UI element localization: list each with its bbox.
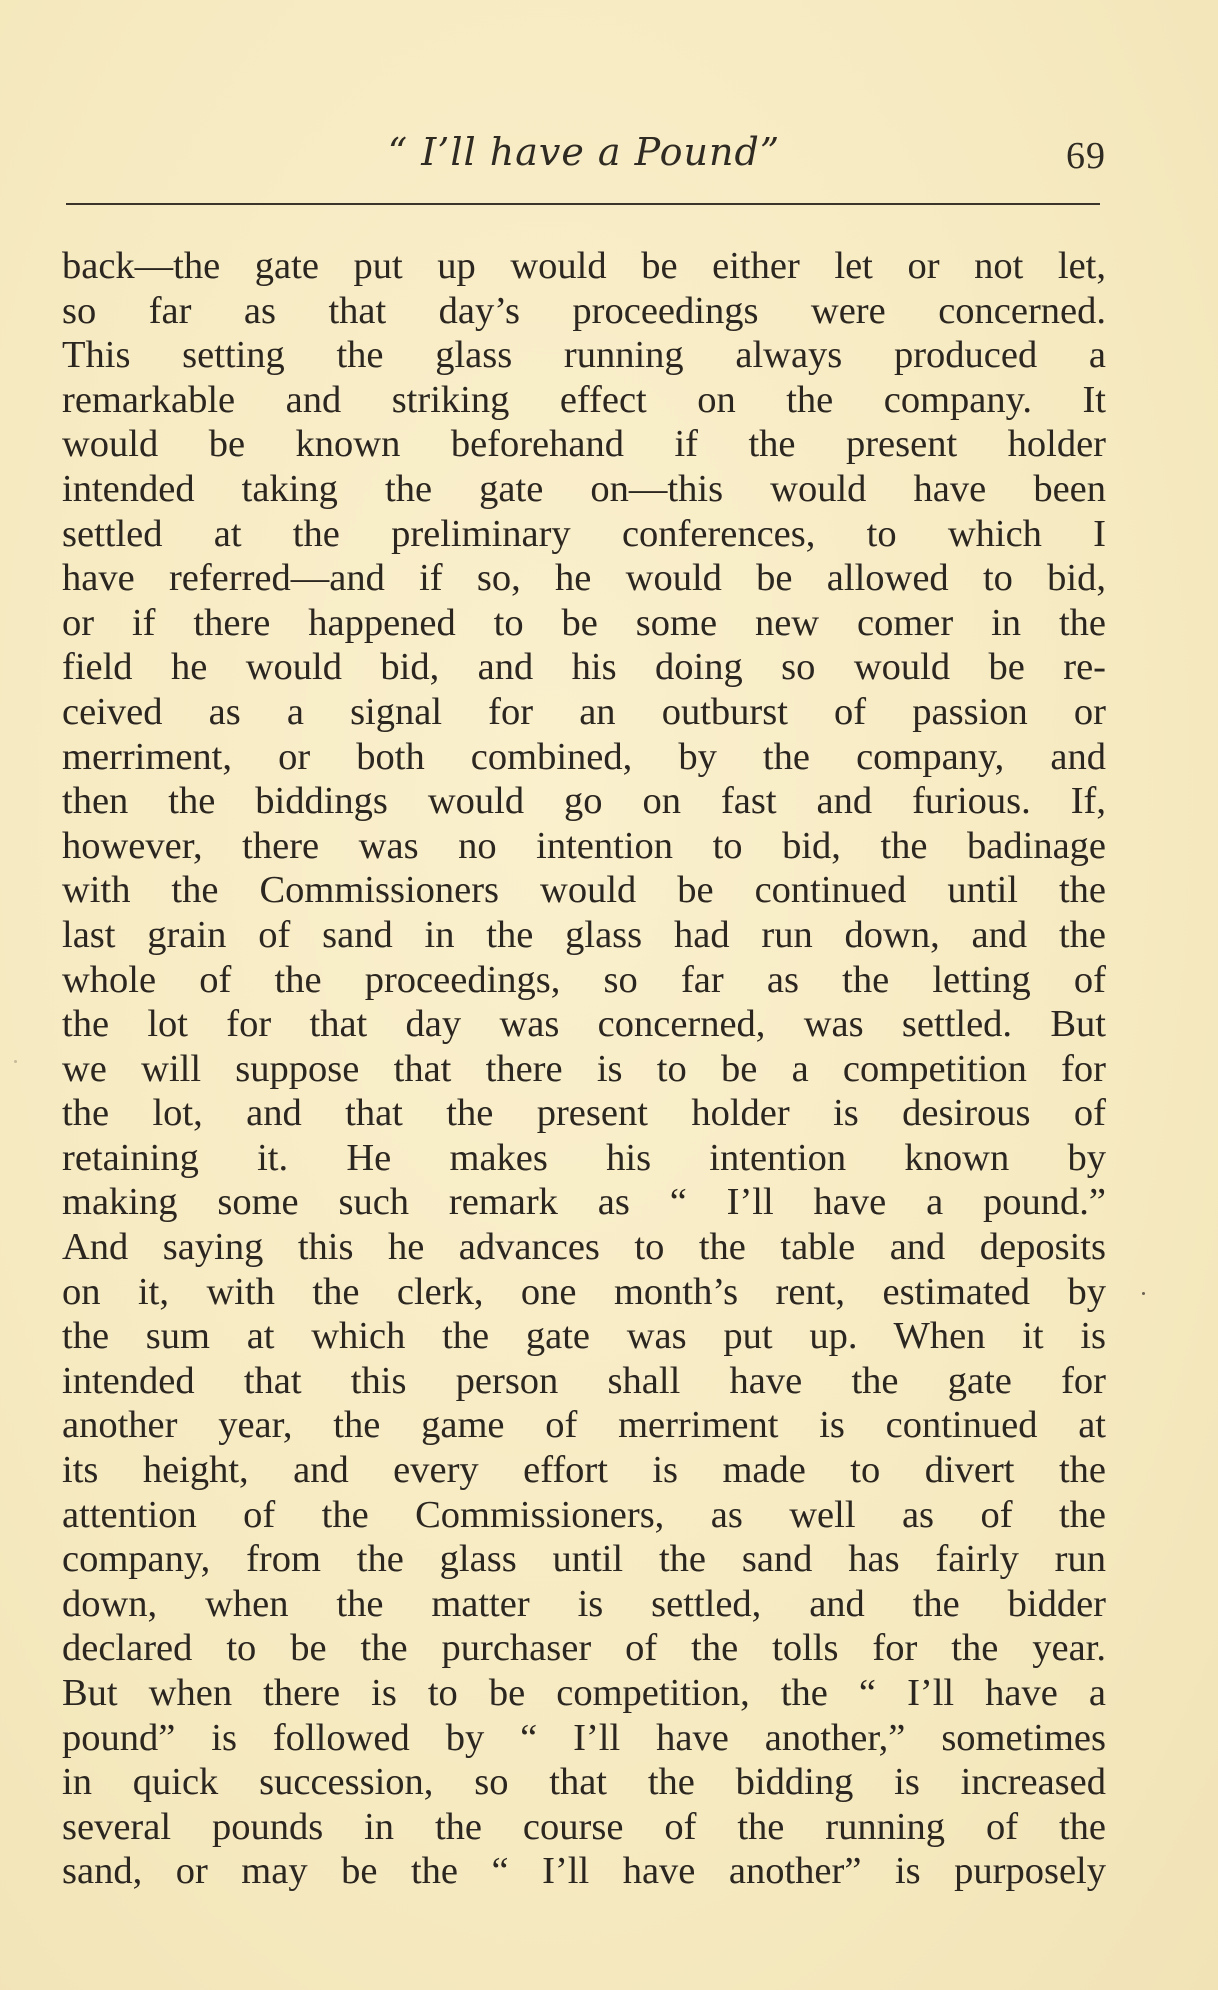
text-line: down, when the matter is settled, and the bidder (62, 1582, 1106, 1625)
text-line: the lot, and that the present holder is desirous of (62, 1092, 1106, 1135)
paper-speck (14, 1060, 17, 1063)
text-line: retaining it. He makes his intention known by (62, 1136, 1106, 1179)
text-line: have referred—and if so, he would be allowed to bid, (62, 557, 1106, 600)
text-line: field he would bid, and his doing so would be re- (62, 646, 1106, 689)
running-title: “ I’ll have a Pound” (387, 130, 781, 174)
text-line: on it, with the clerk, one month’s rent, estimated by (62, 1270, 1106, 1313)
paper-speck (1142, 1292, 1145, 1295)
text-line: another year, the game of merriment is continued at (62, 1404, 1106, 1447)
text-line: ceived as a signal for an outburst of passion or (62, 690, 1106, 733)
text-line: company, from the glass until the sand has fairly run (62, 1538, 1106, 1581)
text-line: And saying this he advances to the table and deposits (62, 1226, 1106, 1269)
page-number: 69 (1066, 135, 1106, 177)
text-line: merriment, or both combined, by the company, and (62, 735, 1106, 778)
text-line: pound” is followed by “ I’ll have another,” sometimes (62, 1716, 1106, 1759)
text-line: remarkable and striking effect on the company. It (62, 378, 1106, 421)
text-line: sand, or may be the “ I’ll have another” is purposely (62, 1850, 1106, 1893)
text-line: making some such remark as “ I’ll have a pound.” (62, 1181, 1106, 1224)
text-line: back—the gate put up would be either let or not let, (62, 245, 1106, 287)
page-header (62, 124, 1106, 184)
text-line: so far as that day’s proceedings were concerned. (62, 289, 1106, 332)
text-line: with the Commissioners would be continued until the (62, 869, 1106, 912)
text-line: intended taking the gate on—this would have been (62, 467, 1106, 510)
text-line: settled at the preliminary conferences, to which I (62, 512, 1106, 555)
body-text (62, 244, 1106, 1894)
text-line: in quick succession, so that the bidding is increased (62, 1761, 1106, 1804)
text-line: declared to be the purchaser of the tolls for the year. (62, 1627, 1106, 1670)
text-line: its height, and every effort is made to divert the (62, 1449, 1106, 1492)
text-line: or if there happened to be some new comer in the (62, 601, 1106, 644)
text-line: several pounds in the course of the running of the (62, 1805, 1106, 1848)
text-line: whole of the proceedings, so far as the letting of (62, 958, 1106, 1001)
text-line: attention of the Commissioners, as well as of the (62, 1493, 1106, 1536)
text-line: however, there was no intention to bid, the badinage (62, 824, 1106, 867)
header-rule (66, 203, 1100, 205)
text-line: This setting the glass running always produced a (62, 334, 1106, 377)
text-line: then the biddings would go on fast and furious. If, (62, 780, 1106, 823)
text-line: But when there is to be competition, the “ I’ll have a (62, 1672, 1106, 1714)
text-line: we will suppose that there is to be a competition for (62, 1047, 1106, 1090)
text-line: the lot for that day was concerned, was settled. But (62, 1003, 1106, 1046)
text-line: last grain of sand in the glass had run down, and the (62, 913, 1106, 956)
text-line: the sum at which the gate was put up. When it is (62, 1315, 1106, 1358)
text-line: would be known beforehand if the present holder (62, 423, 1106, 466)
text-line: intended that this person shall have the gate for (62, 1359, 1106, 1402)
